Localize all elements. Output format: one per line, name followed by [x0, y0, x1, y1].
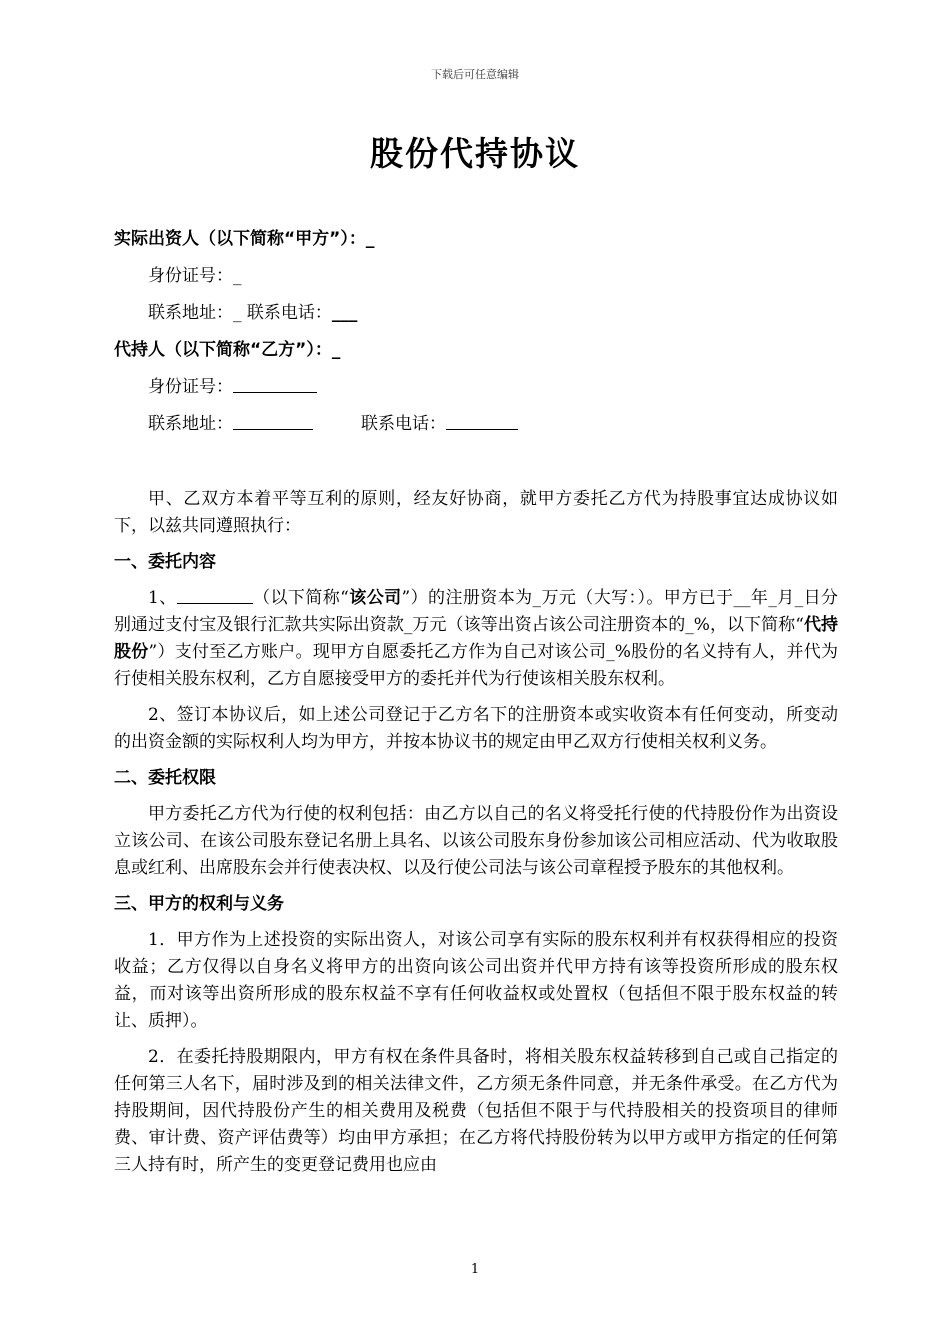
- section-3-paragraph-1: 1．甲方作为上述投资的实际出资人，对该公司享有实际的股东权利并有权获得相应的投资收益；乙方仅得以自身名义将甲方的出资向该公司出资并代甲方持有该等投资所形成的股东权益，而对该等出资所形成的股东权益不享有任何收益权或处置权（包括但不限于股东权益的转让、质押）。: [114, 930, 838, 1031]
- party-a-phone-label: 联系电话：: [246, 303, 332, 323]
- section-2-paragraph-1: 甲方委托乙方代为行使的权利包括：由乙方以自己的名义将受托行使的代持股份作为出资设立该公司、在该公司股东登记名册上具名、以该公司股东身份参加该公司相应活动、代为收取股息或红利、出席股东会并行使表决权、以及行使公司法与该公司章程授予股东的其他权利。: [114, 804, 838, 878]
- party-b-contact-line: [114, 411, 838, 448]
- section-2-heading: 二、委托权限: [114, 768, 216, 788]
- shares-term: 代持股份: [114, 615, 839, 662]
- party-b-phone-blank: [446, 411, 518, 430]
- party-a-address-blank: _: [233, 303, 242, 323]
- section-1-p1-part1: （以下简称“: [252, 588, 349, 608]
- section-1-p1-part2: ”）的注册资本为_万元（大写：）。甲方已于__年_月_日分别通过支付宝及银行汇款共实际出资款_万元（该等出资占该公司注册资本的_%，以下简称“: [114, 588, 838, 635]
- company-name-blank: [177, 585, 253, 604]
- section-3-paragraph-2: 2．在委托持股期限内，甲方有权在条件具备时，将相关股东权益转移到自己或自己指定的任何第三人名下，届时涉及到的相关法律文件，乙方须无条件同意，并无条件承受。在乙方代为持股期间，因代持股份产生的相关费用及税费（包括但不限于与代持股相关的投资项目的律师费、审计费、资产评估费等）均由甲方承担；在乙方将代持股份转为以甲方或甲方指定的任何第三人持有时，所产生的变更登记费用也应由: [114, 1047, 838, 1175]
- party-a-label: 实际出资人（以下简称“甲方”）：: [114, 229, 366, 249]
- party-b-address-label: 联系地址：: [148, 414, 233, 434]
- party-b-line: [114, 337, 838, 374]
- party-b-name-blank: _: [331, 340, 341, 360]
- party-b-id-label: 身份证号：: [148, 377, 233, 397]
- party-a-address-label: 联系地址：: [148, 303, 233, 323]
- party-a-line: [114, 226, 838, 263]
- document-body: [114, 226, 838, 1188]
- section-1-p1-number: 1、: [148, 588, 177, 608]
- section-1-heading: 一、委托内容: [114, 552, 216, 572]
- section-1-paragraph-2: 2、签订本协议后，如上述公司登记于乙方名下的注册资本或实收资本有任何变动，所变动的出资金额的实际权利人均为甲方，并按本协议书的规定由甲乙双方行使相关权利义务。: [114, 705, 838, 752]
- page-number: 1: [470, 1262, 480, 1277]
- section-1-p1-part3: ”）支付至乙方账户。现甲方自愿委托乙方作为自己对该公司_%股份的名义持有人，并代为行使相关股东权利，乙方自愿接受甲方的委托并代为行使该相关股东权利。: [114, 642, 839, 689]
- party-a-id-label: 身份证号：: [148, 266, 233, 286]
- party-a-name-blank: _: [365, 229, 375, 249]
- party-b-id-blank: [233, 374, 317, 393]
- party-b-label: 代持人（以下简称“乙方”）：: [114, 340, 332, 360]
- party-a-contact-line: [114, 300, 838, 337]
- document-title: 股份代持协议: [370, 134, 580, 173]
- party-b-id-line: [114, 374, 838, 411]
- party-b-phone-label: 联系电话：: [361, 414, 446, 434]
- preamble: 甲、乙双方本着平等互利的原则，经友好协商，就甲方委托乙方代为持股事宜达成协议如下，以兹共同遵照执行：: [114, 489, 838, 536]
- company-term: 该公司: [348, 588, 402, 608]
- party-a-phone-blank: ___: [331, 303, 358, 323]
- party-b-address-blank: [233, 411, 313, 430]
- header-note: 下载后可任意编辑: [431, 68, 519, 81]
- section-3-heading: 三、甲方的权利与义务: [114, 894, 284, 914]
- party-a-id-line: [114, 263, 838, 300]
- party-a-id-blank: _: [233, 266, 242, 286]
- section-1-paragraph-1: [114, 585, 838, 693]
